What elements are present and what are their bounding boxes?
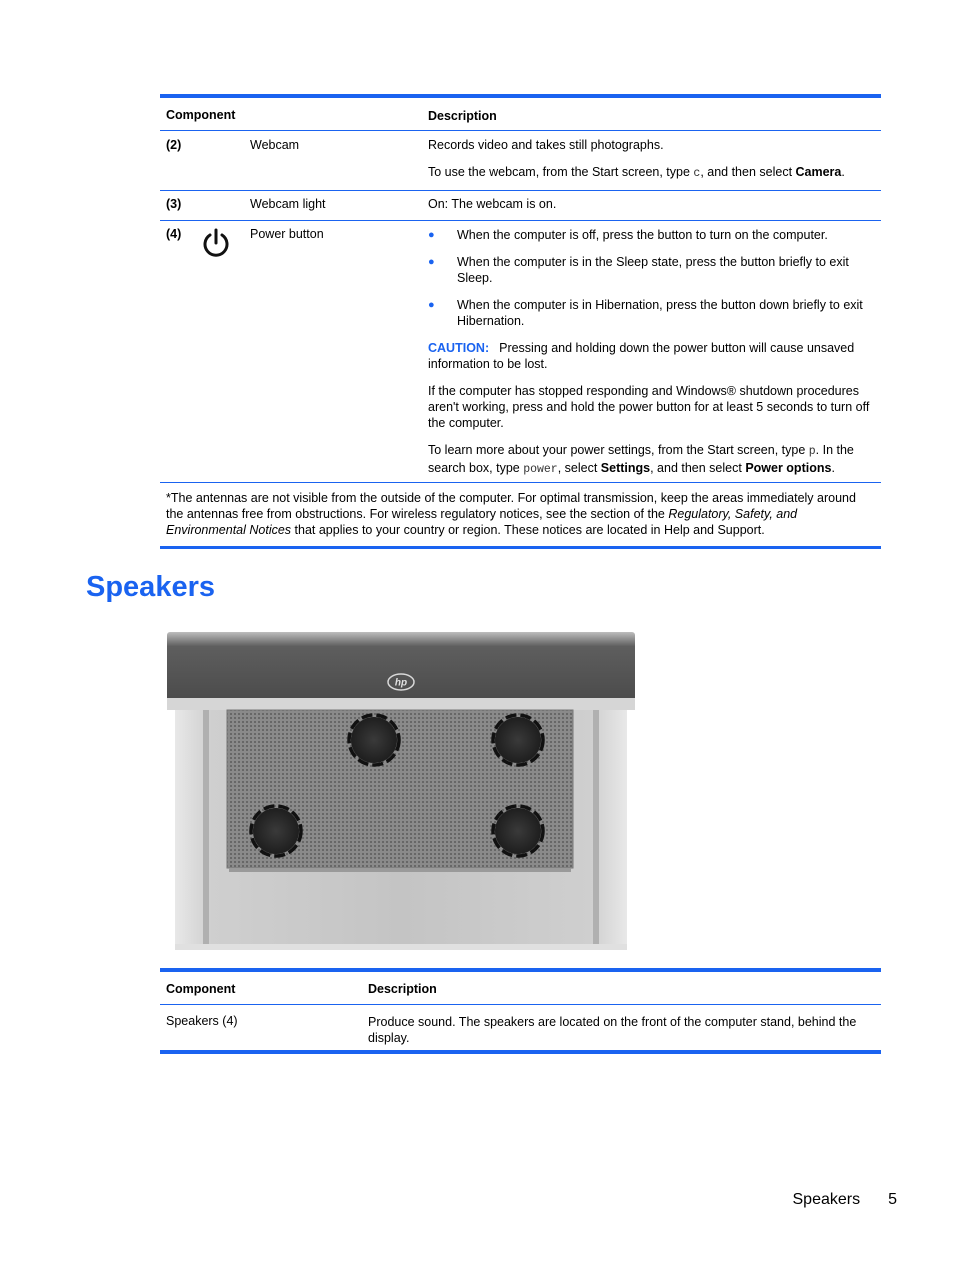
webcam-usage: To use the webcam, from the Start screen, type c, and then select Camera. — [428, 165, 845, 180]
column-header-description: Description — [368, 982, 437, 996]
settings-label: Settings — [600, 461, 651, 475]
component-name: Webcam light — [250, 197, 326, 211]
webcam-description: Records video and takes still photographs. — [428, 138, 664, 152]
regulatory-title: Regulatory, Safety, and Environmental Notices — [166, 507, 798, 537]
table-row-webcam-light — [160, 191, 881, 221]
component-description: On: The webcam is on. — [428, 197, 557, 211]
list-item: ● When the computer is in the Sleep state, press the button briefly to exit Sleep. — [428, 255, 849, 285]
components-table — [160, 94, 881, 549]
page-number: 5 — [888, 1191, 897, 1208]
speakers-illustration — [165, 628, 637, 958]
table-header-row — [160, 98, 881, 131]
table-row-webcam — [160, 131, 881, 191]
list-item: ● When the computer is in Hibernation, press the button down briefly to exit Hibernation. — [428, 298, 863, 328]
component-number: (4) — [166, 227, 182, 241]
speakers-table — [160, 968, 881, 1054]
component-number: (2) — [166, 138, 182, 152]
table-header-row — [160, 972, 881, 1005]
bullet-icon: ● — [428, 229, 435, 241]
footer-section-title: Speakers — [792, 1191, 861, 1208]
component-name: Power button — [250, 227, 324, 241]
table-row-power-button — [160, 221, 881, 483]
table-row-speakers — [160, 1005, 881, 1050]
section-heading: Speakers — [86, 571, 215, 603]
column-header-component: Component — [166, 108, 236, 122]
code-text: p — [808, 445, 816, 458]
component-description — [428, 137, 876, 193]
power-options-label: Power options — [745, 461, 832, 475]
component-name: Speakers (4) — [166, 1014, 238, 1028]
code-text: power — [523, 463, 558, 476]
bullet-icon: ● — [428, 299, 435, 311]
code-text: c — [693, 167, 701, 180]
unresponsive-note: If the computer has stopped responding and Windows® shutdown procedures aren't working, press and hold the power button for at least 5 seconds to turn off the computer. — [428, 384, 870, 430]
column-header-component: Component — [166, 982, 236, 996]
component-description — [428, 227, 876, 478]
component-number: (3) — [166, 197, 182, 211]
power-settings-note: To learn more about your power settings, from the Start screen, type p. In the search box, type power, select Settings, and then select Power options. — [428, 443, 854, 476]
column-header-description: Description — [428, 109, 497, 123]
component-description: Produce sound. The speakers are located on the front of the computer stand, behind the display. — [368, 1015, 857, 1045]
caution-note: CAUTION: Pressing and holding down the power button will cause unsaved information to be lost. — [428, 341, 855, 371]
component-name: Webcam — [250, 138, 300, 152]
list-item: ● When the computer is off, press the button to turn on the computer. — [428, 228, 828, 242]
svg-text:hp: hp — [394, 677, 408, 689]
antenna-footnote: *The antennas are not visible from the outside of the computer. For optimal transmission, keep the areas immediately around the antennas free from obstructions. For wireless regulatory notices, see the section of the Regulatory, Safety, and Environmental Notices that applies to your country or region. These notices are located in Help and Support. — [166, 491, 856, 537]
power-icon — [200, 227, 232, 264]
caution-label: CAUTION: — [428, 341, 490, 355]
page-footer — [793, 1191, 898, 1209]
bullet-icon: ● — [428, 256, 435, 268]
camera-label: Camera — [795, 165, 842, 179]
